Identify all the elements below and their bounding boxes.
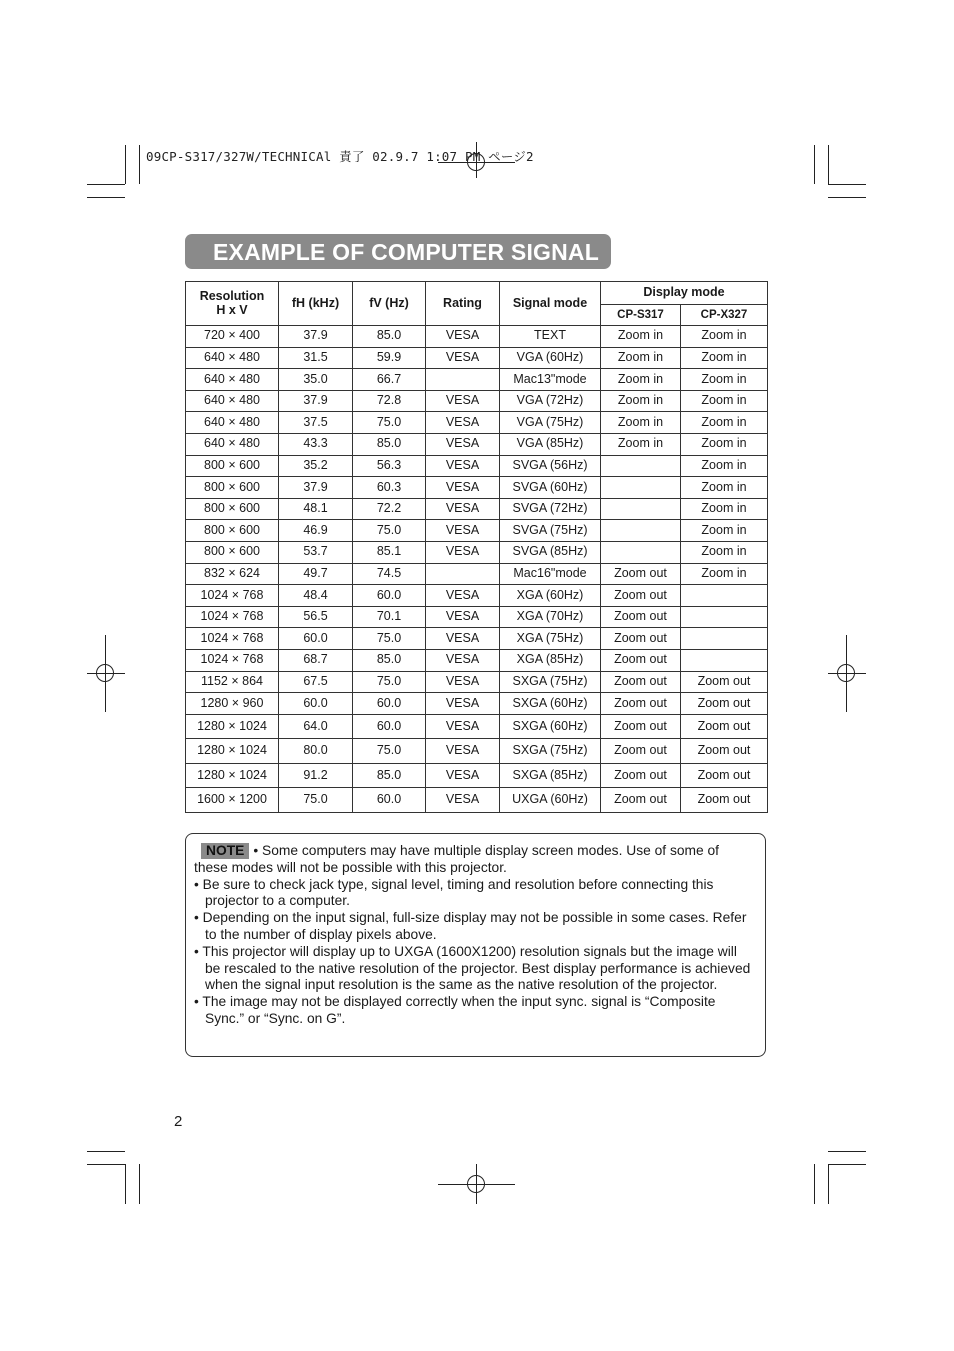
table-row: [186, 498, 768, 520]
cell-signal-mode: UXGA (60Hz): [500, 788, 601, 813]
note-label: NOTE: [201, 843, 249, 859]
cell-resolution: 1280 × 960: [186, 693, 279, 715]
print-header: 09CP-S317/327W/TECHNICAl 責了 02.9.7 1:07 PM ページ2: [146, 149, 534, 164]
cell-cp-s317: Zoom out: [601, 788, 681, 813]
cell-rating: VESA: [426, 763, 500, 788]
cell-cp-x327: Zoom out: [681, 714, 768, 739]
cell-signal-mode: VGA (85Hz): [500, 433, 601, 455]
cell-fv: 60.0: [353, 714, 426, 739]
note-item: • The image may not be displayed correctly when the input sync. signal is “Composite Sync.” or “Sync. on G”.: [194, 994, 716, 1026]
cell-rating: VESA: [426, 347, 500, 369]
cell-signal-mode: XGA (60Hz): [500, 585, 601, 607]
header-fh: fH (kHz): [279, 282, 353, 326]
cell-resolution: 1024 × 768: [186, 649, 279, 671]
cell-fh: 37.9: [279, 390, 353, 412]
table-row: [186, 739, 768, 764]
cell-resolution: 1024 × 768: [186, 606, 279, 628]
cell-cp-x327: Zoom out: [681, 739, 768, 764]
cell-cp-x327: Zoom in: [681, 455, 768, 477]
header-cp-s317: CP-S317: [601, 305, 681, 326]
header-cp-x327: CP-X327: [681, 305, 768, 326]
cell-fh: 53.7: [279, 541, 353, 563]
cell-signal-mode: SXGA (75Hz): [500, 739, 601, 764]
cell-resolution: 720 × 400: [186, 326, 279, 348]
cell-fv: 75.0: [353, 412, 426, 434]
cell-cp-s317: [601, 498, 681, 520]
cell-fh: 68.7: [279, 649, 353, 671]
table-row: [186, 788, 768, 813]
cell-fh: 35.2: [279, 455, 353, 477]
cell-rating: VESA: [426, 412, 500, 434]
table-row: [186, 763, 768, 788]
note-item: • This projector will display up to UXGA (1600X1200) resolution signals but the image will be rescaled to the native resolution of the projector. Best display performance is achieved when the signal input resolution is the same as the native resolution of the projector.: [194, 943, 751, 993]
cell-fh: 37.5: [279, 412, 353, 434]
cell-resolution: 640 × 480: [186, 347, 279, 369]
cell-cp-s317: [601, 477, 681, 499]
cell-rating: VESA: [426, 739, 500, 764]
cell-rating: VESA: [426, 788, 500, 813]
cell-cp-s317: Zoom out: [601, 628, 681, 650]
cell-cp-x327: Zoom in: [681, 369, 768, 391]
table-row: [186, 326, 768, 348]
cell-cp-x327: Zoom in: [681, 433, 768, 455]
cell-fh: 31.5: [279, 347, 353, 369]
cell-fh: 37.9: [279, 477, 353, 499]
cell-fv: 70.1: [353, 606, 426, 628]
cell-fh: 60.0: [279, 693, 353, 715]
table-row: [186, 628, 768, 650]
cell-resolution: 800 × 600: [186, 520, 279, 542]
cell-cp-s317: Zoom out: [601, 671, 681, 693]
cell-rating: VESA: [426, 477, 500, 499]
header-resolution: Resolution H x V: [186, 282, 279, 326]
table-row: [186, 347, 768, 369]
cell-signal-mode: SXGA (85Hz): [500, 763, 601, 788]
cell-cp-x327: Zoom in: [681, 477, 768, 499]
header-display-mode: Display mode: [601, 282, 768, 305]
table-row: [186, 412, 768, 434]
table-row: [186, 477, 768, 499]
cell-fv: 75.0: [353, 520, 426, 542]
cell-signal-mode: VGA (72Hz): [500, 390, 601, 412]
table-row: [186, 693, 768, 715]
cell-cp-x327: [681, 585, 768, 607]
cell-fv: 66.7: [353, 369, 426, 391]
cell-fh: 80.0: [279, 739, 353, 764]
cell-rating: VESA: [426, 606, 500, 628]
cell-cp-s317: Zoom out: [601, 606, 681, 628]
table-row: [186, 433, 768, 455]
cell-signal-mode: SVGA (85Hz): [500, 541, 601, 563]
cell-cp-x327: Zoom in: [681, 390, 768, 412]
cell-cp-s317: Zoom in: [601, 433, 681, 455]
cell-fv: 75.0: [353, 628, 426, 650]
cell-fv: 60.0: [353, 693, 426, 715]
table-row: [186, 649, 768, 671]
cell-fv: 60.3: [353, 477, 426, 499]
table-row: [186, 390, 768, 412]
cell-cp-s317: Zoom out: [601, 763, 681, 788]
table-body: [186, 326, 768, 813]
cell-fh: 46.9: [279, 520, 353, 542]
cell-cp-x327: Zoom out: [681, 671, 768, 693]
cell-fh: 35.0: [279, 369, 353, 391]
cell-fh: 43.3: [279, 433, 353, 455]
cell-fv: 56.3: [353, 455, 426, 477]
cell-rating: VESA: [426, 693, 500, 715]
cell-fh: 48.4: [279, 585, 353, 607]
cell-cp-s317: [601, 520, 681, 542]
cell-cp-x327: [681, 649, 768, 671]
cell-cp-x327: Zoom in: [681, 347, 768, 369]
cell-cp-x327: Zoom in: [681, 498, 768, 520]
cell-fv: 75.0: [353, 671, 426, 693]
note-item: • Depending on the input signal, full-size display may not be possible in some cases. Refer to the number of display pixels above.: [194, 910, 747, 942]
cell-rating: VESA: [426, 649, 500, 671]
cell-fh: 49.7: [279, 563, 353, 585]
cell-signal-mode: XGA (75Hz): [500, 628, 601, 650]
cell-signal-mode: TEXT: [500, 326, 601, 348]
cell-cp-s317: Zoom out: [601, 739, 681, 764]
cell-signal-mode: XGA (85Hz): [500, 649, 601, 671]
cell-signal-mode: SXGA (75Hz): [500, 671, 601, 693]
cell-cp-x327: Zoom in: [681, 412, 768, 434]
title-banner: [185, 234, 611, 269]
cell-resolution: 640 × 480: [186, 433, 279, 455]
cell-cp-s317: Zoom out: [601, 585, 681, 607]
cell-fv: 72.2: [353, 498, 426, 520]
note-box: [185, 833, 766, 1057]
cell-signal-mode: SVGA (72Hz): [500, 498, 601, 520]
cell-resolution: 832 × 624: [186, 563, 279, 585]
cell-signal-mode: XGA (70Hz): [500, 606, 601, 628]
table-row: [186, 520, 768, 542]
cell-signal-mode: SVGA (60Hz): [500, 477, 601, 499]
cell-cp-s317: Zoom in: [601, 347, 681, 369]
cell-cp-s317: Zoom out: [601, 714, 681, 739]
cell-signal-mode: SVGA (56Hz): [500, 455, 601, 477]
cell-fv: 85.0: [353, 433, 426, 455]
cell-rating: [426, 563, 500, 585]
cell-fh: 67.5: [279, 671, 353, 693]
cell-cp-x327: Zoom out: [681, 788, 768, 813]
cell-cp-x327: Zoom out: [681, 693, 768, 715]
cell-cp-x327: [681, 628, 768, 650]
cell-resolution: 1152 × 864: [186, 671, 279, 693]
cell-cp-x327: Zoom in: [681, 520, 768, 542]
cell-signal-mode: SXGA (60Hz): [500, 693, 601, 715]
cell-signal-mode: Mac16"mode: [500, 563, 601, 585]
cell-cp-x327: Zoom in: [681, 563, 768, 585]
cell-cp-x327: Zoom in: [681, 541, 768, 563]
cell-fh: 60.0: [279, 628, 353, 650]
cell-fv: 60.0: [353, 788, 426, 813]
computer-signal-table: [185, 281, 768, 813]
table-row: [186, 541, 768, 563]
note-content: [194, 843, 754, 1028]
cell-resolution: 800 × 600: [186, 477, 279, 499]
cell-fv: 85.0: [353, 326, 426, 348]
cell-fv: 85.0: [353, 763, 426, 788]
cell-resolution: 1280 × 1024: [186, 739, 279, 764]
cell-signal-mode: SXGA (60Hz): [500, 714, 601, 739]
cell-cp-x327: [681, 606, 768, 628]
cell-rating: VESA: [426, 671, 500, 693]
cell-rating: VESA: [426, 455, 500, 477]
cell-fh: 48.1: [279, 498, 353, 520]
cell-cp-s317: Zoom in: [601, 369, 681, 391]
cell-resolution: 1280 × 1024: [186, 714, 279, 739]
cell-fv: 72.8: [353, 390, 426, 412]
cell-cp-s317: Zoom in: [601, 390, 681, 412]
cell-resolution: 1024 × 768: [186, 628, 279, 650]
page-title: EXAMPLE OF COMPUTER SIGNAL: [213, 239, 599, 265]
cell-cp-s317: Zoom in: [601, 326, 681, 348]
cell-rating: VESA: [426, 714, 500, 739]
table-row: [186, 606, 768, 628]
cell-cp-s317: Zoom out: [601, 563, 681, 585]
cell-resolution: 800 × 600: [186, 541, 279, 563]
cell-cp-s317: [601, 455, 681, 477]
table-row: [186, 563, 768, 585]
note-item: • Be sure to check jack type, signal level, timing and resolution before connecting this projector to a computer.: [194, 876, 714, 909]
cell-resolution: 800 × 600: [186, 455, 279, 477]
cell-signal-mode: SVGA (75Hz): [500, 520, 601, 542]
cell-signal-mode: VGA (75Hz): [500, 412, 601, 434]
cell-rating: VESA: [426, 326, 500, 348]
cell-rating: VESA: [426, 433, 500, 455]
cell-fv: 60.0: [353, 585, 426, 607]
cell-signal-mode: VGA (60Hz): [500, 347, 601, 369]
header-rating: Rating: [426, 282, 500, 326]
cell-cp-s317: Zoom in: [601, 412, 681, 434]
table-row: [186, 585, 768, 607]
table-row: [186, 671, 768, 693]
cell-cp-s317: Zoom out: [601, 649, 681, 671]
cell-cp-x327: Zoom out: [681, 763, 768, 788]
cell-rating: [426, 369, 500, 391]
cell-rating: VESA: [426, 628, 500, 650]
header-signal-mode: Signal mode: [500, 282, 601, 326]
cell-fv: 85.1: [353, 541, 426, 563]
cell-resolution: 640 × 480: [186, 390, 279, 412]
cell-fv: 59.9: [353, 347, 426, 369]
cell-resolution: 1600 × 1200: [186, 788, 279, 813]
table-row: [186, 714, 768, 739]
header-fv: fV (Hz): [353, 282, 426, 326]
cell-fv: 85.0: [353, 649, 426, 671]
cell-fh: 75.0: [279, 788, 353, 813]
cell-cp-x327: Zoom in: [681, 326, 768, 348]
cell-fh: 64.0: [279, 714, 353, 739]
page-number: 2: [174, 1113, 183, 1130]
cell-rating: VESA: [426, 520, 500, 542]
cell-resolution: 1024 × 768: [186, 585, 279, 607]
note-first-item: NOTE • Some computers may have multiple display screen modes. Use of some of these modes will not be possible with this projector.: [194, 843, 720, 875]
cell-rating: VESA: [426, 585, 500, 607]
cell-signal-mode: Mac13"mode: [500, 369, 601, 391]
cell-resolution: 800 × 600: [186, 498, 279, 520]
cell-fv: 75.0: [353, 739, 426, 764]
cell-cp-s317: Zoom out: [601, 693, 681, 715]
cell-fh: 56.5: [279, 606, 353, 628]
cell-fh: 91.2: [279, 763, 353, 788]
cell-fh: 37.9: [279, 326, 353, 348]
cell-resolution: 640 × 480: [186, 369, 279, 391]
cell-rating: VESA: [426, 541, 500, 563]
cell-cp-s317: [601, 541, 681, 563]
cell-resolution: 640 × 480: [186, 412, 279, 434]
cell-rating: VESA: [426, 498, 500, 520]
cell-rating: VESA: [426, 390, 500, 412]
table-row: [186, 455, 768, 477]
cell-fv: 74.5: [353, 563, 426, 585]
cell-resolution: 1280 × 1024: [186, 763, 279, 788]
table-row: [186, 369, 768, 391]
